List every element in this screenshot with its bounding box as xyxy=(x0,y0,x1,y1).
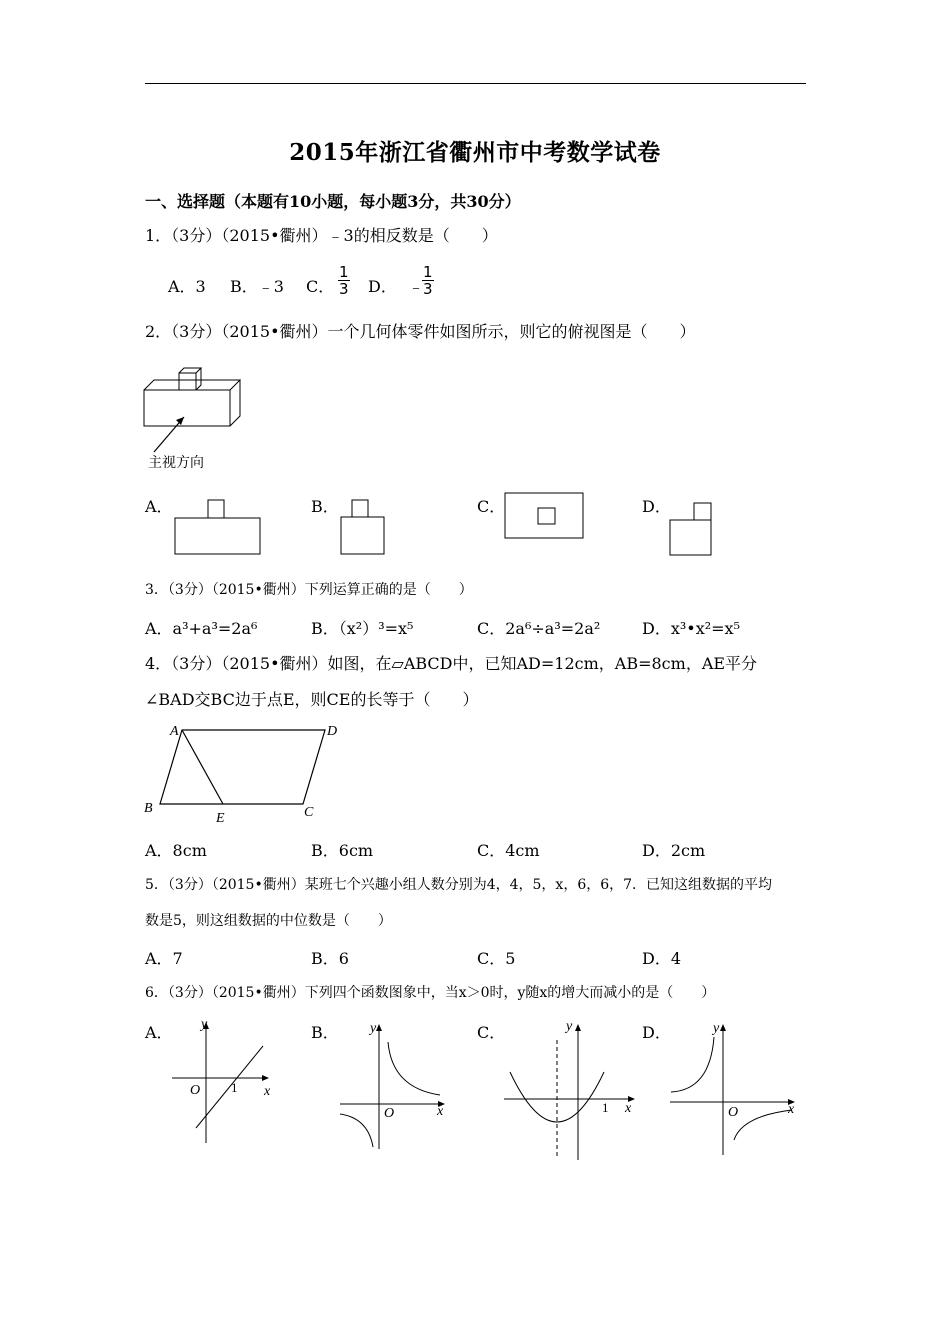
q6-option-c[interactable]: C． xyxy=(477,1023,506,1042)
q2-option-c-figure xyxy=(502,490,588,542)
axis-x-label: x xyxy=(788,1102,795,1117)
box-side xyxy=(230,380,240,426)
q2-option-d-figure xyxy=(667,500,715,560)
origin-label: O xyxy=(728,1105,739,1120)
q1-fraction-d xyxy=(422,264,434,297)
q2-option-b[interactable]: B． xyxy=(311,497,339,516)
q4-option-a[interactable]: A．8cm xyxy=(145,841,207,860)
question-4-stem-line-1: 4．（3分）（2015•衢州）如图，在▱ABCD中，已知AD=12cm，AB=8cm，AE平分 xyxy=(145,654,758,673)
hyperbola-branch-2 xyxy=(734,1110,792,1140)
frac-den: 3 xyxy=(339,280,349,298)
q2-option-c[interactable]: C． xyxy=(477,497,506,516)
q2-figure-label: 主视方向 xyxy=(148,455,204,471)
box-front xyxy=(144,390,230,426)
hyperbola-branch-2 xyxy=(340,1114,373,1147)
header-rule xyxy=(145,83,806,84)
q1-fraction-c xyxy=(338,264,350,297)
tick-1-label: 1 xyxy=(231,1080,238,1095)
frac-num: 1 xyxy=(339,263,349,281)
y-arrow-icon xyxy=(575,1024,581,1031)
question-5-stem-line-2: 数是5，则这组数据的中位数是（ ） xyxy=(145,913,392,929)
question-1-stem: 1．（3分）（2015•衢州）﹣3的相反数是（ ） xyxy=(145,226,498,245)
arrow-head-icon xyxy=(176,417,184,425)
q3-option-d[interactable]: D．x³•x²=x⁵ xyxy=(642,619,740,638)
axis-y-label: y xyxy=(370,1021,377,1036)
cube-top xyxy=(179,368,201,373)
y-arrow-icon xyxy=(376,1024,382,1031)
label-e: E xyxy=(216,811,225,826)
q2-option-a-figure xyxy=(172,497,264,559)
section-heading: 一、选择题（本题有10小题，每小题3分，共30分） xyxy=(145,192,521,211)
q1-option-d-letter: D． xyxy=(368,277,397,296)
label-b: B xyxy=(144,801,153,816)
q4-parallelogram-figure xyxy=(140,718,345,828)
origin-label: O xyxy=(384,1106,395,1121)
q1-option-d[interactable] xyxy=(368,274,397,297)
q4-option-d[interactable]: D．2cm xyxy=(642,841,706,860)
hyperbola-branch-1 xyxy=(388,1042,440,1095)
q6-graph-b xyxy=(336,1012,451,1152)
q6-graph-c xyxy=(500,1012,645,1164)
q1-option-c[interactable] xyxy=(306,274,334,297)
question-5-stem-line-1: 5．（3分）（2015•衢州）某班七个兴趣小组人数分别为4，4，5，x，6，6，7．已知这组数据的平均 xyxy=(145,877,773,893)
segment-ae xyxy=(182,730,223,804)
box-top xyxy=(144,380,240,390)
cube-side xyxy=(196,368,201,390)
q5-option-c[interactable]: C．5 xyxy=(477,949,516,968)
q1-option-c-letter: C． xyxy=(306,277,335,296)
q3-option-a[interactable]: A．a³+a³=2a⁶ xyxy=(145,619,258,638)
question-4-stem-line-2: ∠BAD交BC边于点E，则CE的长等于（ ） xyxy=(145,690,479,709)
axis-y-label: y xyxy=(713,1021,720,1036)
q3-option-c[interactable]: C．2a⁶÷a³=2a² xyxy=(477,619,601,638)
tick-1-label: 1 xyxy=(602,1100,609,1115)
q2-option-b-figure xyxy=(338,497,388,559)
label-a: A xyxy=(170,724,179,739)
q6-option-b[interactable]: B． xyxy=(311,1023,339,1042)
axis-x-label: x xyxy=(264,1084,271,1099)
axis-y-label: y xyxy=(201,1017,208,1032)
axis-x-label: x xyxy=(625,1101,632,1116)
q1-neg-sign: ﹣ xyxy=(408,277,425,296)
frac-den: 3 xyxy=(423,280,433,298)
q6-option-d[interactable]: D． xyxy=(642,1023,671,1042)
y-arrow-icon xyxy=(720,1024,726,1031)
q4-option-c[interactable]: C．4cm xyxy=(477,841,540,860)
axis-y-label: y xyxy=(566,1019,573,1034)
q3-option-b[interactable]: B．（x²）³=x⁵ xyxy=(311,619,414,638)
cube-front xyxy=(179,373,196,390)
q5-option-a[interactable]: A．7 xyxy=(145,949,183,968)
axis-x-label: x xyxy=(437,1104,444,1119)
q5-option-b[interactable]: B．6 xyxy=(311,949,349,968)
label-c: C xyxy=(304,805,314,820)
label-d: D xyxy=(327,724,338,739)
question-6-stem: 6．（3分）（2015•衢州）下列四个函数图象中，当x＞0时，y随x的增大而减小的是（ ） xyxy=(145,985,716,1001)
q2-option-a[interactable]: A． xyxy=(145,497,173,516)
q4-option-b[interactable]: B．6cm xyxy=(311,841,374,860)
parallelogram-abcd xyxy=(160,730,325,804)
page-title: 2015年浙江省衢州市中考数学试卷 xyxy=(289,139,661,166)
x-arrow-icon xyxy=(262,1075,269,1081)
q5-option-d[interactable]: D．4 xyxy=(642,949,682,968)
q1-option-b[interactable]: B．﹣3 xyxy=(230,277,284,296)
q6-option-a[interactable]: A． xyxy=(145,1023,173,1042)
question-2-stem: 2．（3分）（2015•衢州）一个几何体零件如图所示，则它的俯视图是（ ） xyxy=(145,322,696,341)
question-3-stem: 3．（3分）（2015•衢州）下列运算正确的是（ ） xyxy=(145,582,473,598)
q6-graph-d xyxy=(666,1012,806,1160)
q1-option-a[interactable]: A．3 xyxy=(168,277,206,296)
origin-label: O xyxy=(190,1083,201,1098)
q6-graph-a xyxy=(168,1010,278,1150)
frac-num: 1 xyxy=(423,263,433,281)
q2-option-d[interactable]: D． xyxy=(642,497,671,516)
hyperbola-branch-1 xyxy=(671,1037,714,1092)
